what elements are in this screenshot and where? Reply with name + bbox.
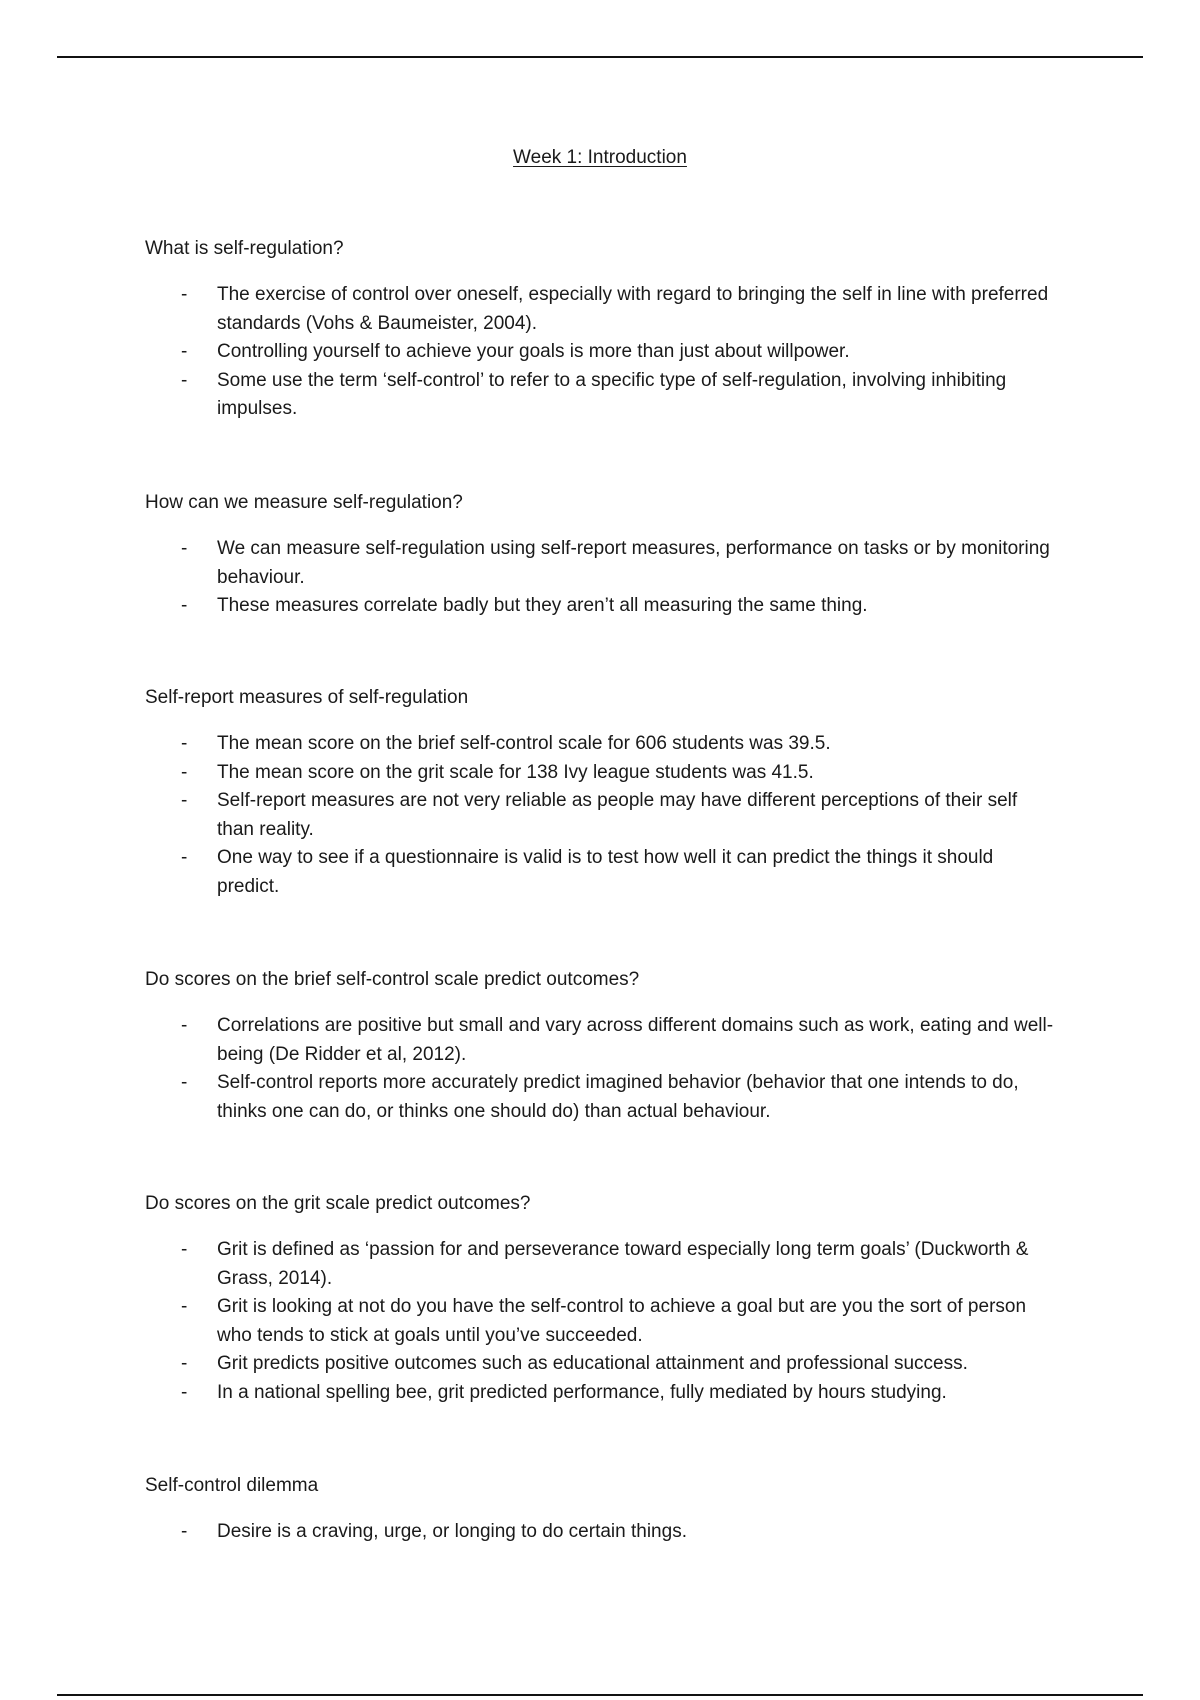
dash-bullet-icon: - (181, 1521, 188, 1542)
list-item (145, 1350, 1055, 1379)
list-item (145, 1518, 1055, 1547)
dash-bullet-icon: - (181, 733, 188, 754)
dash-bullet-icon: - (181, 538, 188, 559)
dash-bullet-icon: - (181, 761, 188, 783)
section-grit-scale-outcomes (145, 1190, 1055, 1407)
list-item-text: These measures correlate badly but they aren’t all measuring the same thing. (217, 595, 868, 616)
list-item-text: Self-report measures are not very reliable as people may have different perceptions of their self than reality. (217, 790, 1018, 840)
dash-bullet-icon: - (181, 1239, 188, 1260)
dash-bullet-icon: - (181, 369, 188, 391)
list-item-text: Self-control reports more accurately predict imagined behavior (behavior that one intends to do, thinks one can do, or thinks one should do) than actual behaviour. (217, 1072, 1019, 1122)
bottom-rule (57, 1694, 1143, 1696)
section-heading: Do scores on the grit scale predict outcomes? (145, 1193, 531, 1214)
page-title (145, 144, 1055, 172)
section-measure-self-regulation (145, 489, 1055, 621)
bullet-list (145, 1236, 1055, 1407)
section-heading: Do scores on the brief self-control scale predict outcomes? (145, 969, 640, 990)
list-item-text: In a national spelling bee, grit predicted performance, fully mediated by hours studying. (217, 1381, 947, 1403)
dash-bullet-icon: - (181, 1353, 188, 1374)
list-item-text: One way to see if a questionnaire is valid is to test how well it can predict the things it should predict. (217, 847, 994, 897)
bullet-list (145, 1012, 1055, 1126)
list-item (145, 787, 1055, 844)
list-item-text: Grit is defined as ‘passion for and perseverance toward especially long term goals’ (Duckworth & Grass, 2014). (217, 1239, 1029, 1289)
dash-bullet-icon: - (181, 1072, 188, 1093)
bullet-list (145, 535, 1055, 621)
list-item-text: The mean score on the grit scale for 138 Ivy league students was 41.5. (217, 761, 814, 783)
page-title-text: Week 1: Introduction (513, 147, 687, 168)
bullet-list (145, 1518, 1055, 1547)
list-item-text: We can measure self-regulation using self-report measures, performance on tasks or by monitoring behaviour. (217, 538, 1050, 588)
section-self-control-dilemma (145, 1472, 1055, 1547)
list-item (145, 1012, 1055, 1069)
list-item-text: The mean score on the brief self-control scale for 606 students was 39.5. (217, 733, 831, 754)
list-item-text: Grit predicts positive outcomes such as educational attainment and professional success. (217, 1353, 968, 1374)
list-item (145, 844, 1055, 901)
bullet-list (145, 281, 1055, 424)
list-item (145, 759, 1055, 788)
dash-bullet-icon: - (181, 284, 188, 305)
section-heading: What is self-regulation? (145, 238, 344, 259)
list-item (145, 1236, 1055, 1293)
list-item-text: Some use the term ‘self-control’ to refer to a specific type of self-regulation, involving inhibiting impulses. (217, 369, 1007, 419)
list-item-text: The exercise of control over oneself, especially with regard to bringing the self in line with preferred standards (Vohs & Baumeister, 2004). (217, 284, 1049, 334)
list-item (145, 1069, 1055, 1126)
section-what-is-self-regulation (145, 235, 1055, 424)
bullet-list (145, 730, 1055, 901)
list-item (145, 338, 1055, 367)
dash-bullet-icon: - (181, 1296, 188, 1317)
dash-bullet-icon: - (181, 1015, 188, 1036)
list-item (145, 281, 1055, 338)
section-heading: Self-control dilemma (145, 1475, 319, 1496)
section-self-report-measures (145, 684, 1055, 901)
list-item-text: Correlations are positive but small and vary across different domains such as work, eating and well-being (De Ridder et al, 2012). (217, 1015, 1054, 1065)
top-rule (57, 56, 1143, 58)
list-item-text: Grit is looking at not do you have the self-control to achieve a goal but are you the sort of person who tends to stick at goals until you’ve succeeded. (217, 1296, 1027, 1346)
list-item (145, 367, 1055, 424)
list-item-text: Desire is a craving, urge, or longing to do certain things. (217, 1521, 687, 1542)
section-heading: Self-report measures of self-regulation (145, 687, 469, 708)
list-item (145, 1293, 1055, 1350)
dash-bullet-icon: - (181, 1381, 188, 1403)
list-item (145, 535, 1055, 592)
list-item (145, 730, 1055, 759)
list-item (145, 1379, 1055, 1408)
section-brief-self-control-outcomes (145, 966, 1055, 1126)
dash-bullet-icon: - (181, 341, 188, 362)
list-item-text: Controlling yourself to achieve your goals is more than just about willpower. (217, 341, 850, 362)
dash-bullet-icon: - (181, 790, 188, 811)
dash-bullet-icon: - (181, 847, 188, 868)
list-item (145, 592, 1055, 621)
dash-bullet-icon: - (181, 595, 188, 616)
section-heading: How can we measure self-regulation? (145, 492, 463, 513)
